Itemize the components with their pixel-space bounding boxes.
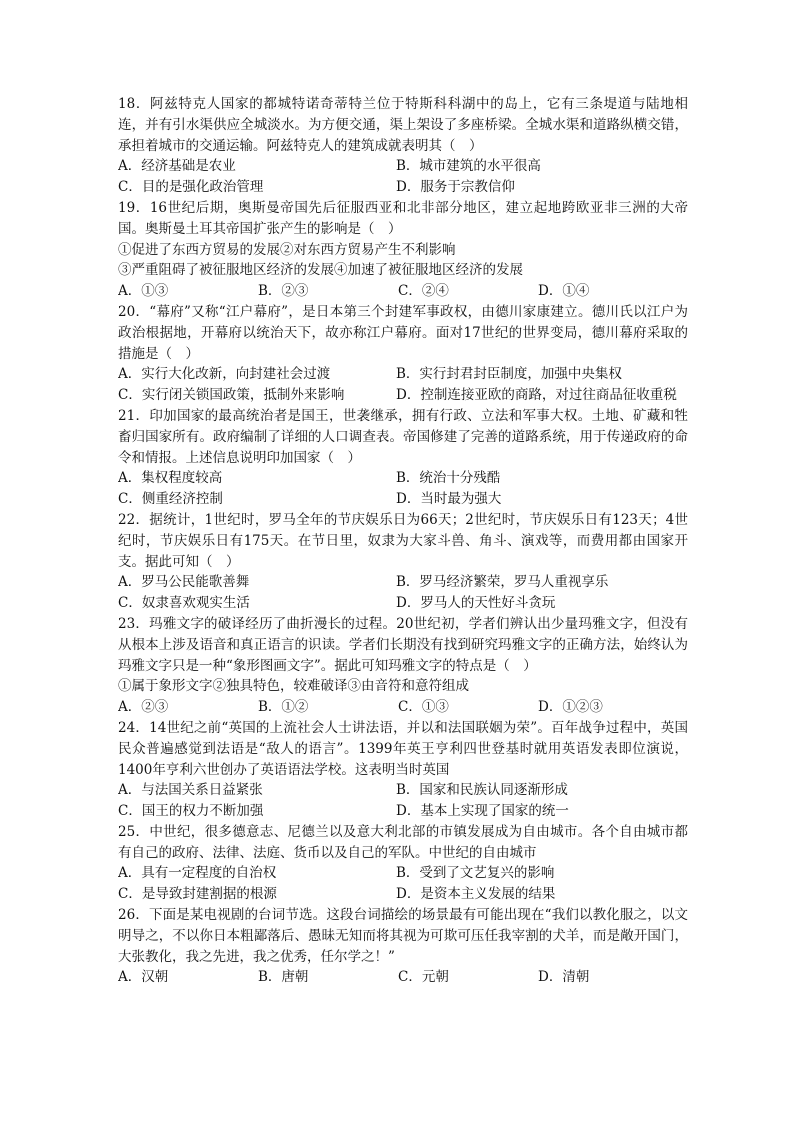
answer-options — [118, 967, 688, 988]
answer-option-b[interactable]: B．实行封君封臣制度，加强中央集权 — [396, 366, 622, 383]
answer-options — [118, 863, 688, 905]
answer-option-d[interactable]: D．①②③ — [538, 699, 603, 716]
answer-option-b[interactable]: B．唐朝 — [258, 969, 309, 986]
question-20 — [118, 302, 688, 406]
question-stem: 21．印加国家的最高统治者是国王，世袭继承，拥有行政、立法和军事大权。土地、矿藏和牲畜归国家所有。政府编制了详细的人口调查表。帝国修建了完善的道路系统，用于传递政府的命令和情报。上述信息说明印加国家（ ） — [118, 407, 688, 466]
answer-option-c[interactable]: C．元朝 — [398, 969, 449, 986]
question-26 — [118, 905, 688, 988]
answer-option-b[interactable]: B．受到了文艺复兴的影响 — [396, 865, 555, 882]
answer-option-b[interactable]: B．统治十分残酷 — [396, 470, 501, 487]
question-24 — [118, 718, 688, 822]
question-21 — [118, 406, 688, 510]
answer-options — [118, 697, 688, 718]
answer-option-c[interactable]: C．①③ — [398, 699, 449, 716]
answer-option-a[interactable]: A．①③ — [118, 283, 169, 300]
answer-option-c[interactable]: C．侧重经济控制 — [118, 491, 223, 508]
question-stem: 23．玛雅文字的破译经历了曲折漫长的过程。20世纪初，学者们辨认出少量玛雅文字，但没有从根本上涉及语音和真正语言的识读。学者们长期没有找到研究玛雅文字的正确方法，始终认为玛雅文字只是一种“象形图画文字”。据此可知玛雅文字的特点是（ ） — [118, 615, 688, 674]
answer-option-d[interactable]: D．罗马人的天性好斗贪玩 — [396, 595, 556, 612]
answer-options — [118, 281, 688, 302]
answer-option-d[interactable]: D．服务于宗教信仰 — [396, 179, 515, 196]
answer-option-a[interactable]: A．实行大化改新，向封建社会过渡 — [118, 366, 331, 383]
answer-option-d[interactable]: D．清朝 — [538, 969, 590, 986]
answer-options — [118, 780, 688, 822]
answer-option-c[interactable]: C．国王的权力不断加强 — [118, 803, 264, 820]
answer-option-a[interactable]: A．与法国关系日益紧张 — [118, 782, 263, 799]
question-stem: 24．14世纪之前“英国的上流社会人士讲法语，并以和法国联姻为荣”。百年战争过程中，英国民众普遍感觉到法语是“敌人的语言”。1399年英王亨利四世登基时就用英语发表即位演说，1400年亨利六世创办了英语语法学校。这表明当时英国 — [118, 719, 688, 778]
question-25 — [118, 822, 688, 905]
answer-option-c[interactable]: C．目的是强化政治管理 — [118, 179, 264, 196]
answer-option-a[interactable]: A．②③ — [118, 699, 169, 716]
question-statements: ③严重阻碍了被征服地区经济的发展④加速了被征服地区经济的发展 — [118, 262, 523, 279]
answer-option-c[interactable]: C．奴隶喜欢观实生活 — [118, 595, 250, 612]
question-22 — [118, 510, 688, 614]
answer-option-c[interactable]: C．实行闭关锁国政策，抵制外来影响 — [118, 387, 345, 404]
answer-options — [118, 364, 688, 406]
answer-options — [118, 572, 688, 614]
question-19 — [118, 198, 688, 302]
answer-option-d[interactable]: D．是资本主义发展的结果 — [396, 886, 556, 903]
answer-option-c[interactable]: C．②④ — [398, 283, 449, 300]
answer-option-b[interactable]: B．城市建筑的水平很高 — [396, 158, 541, 175]
answer-option-d[interactable]: D．基本上实现了国家的统一 — [396, 803, 569, 820]
question-stem: 26．下面是某电视剧的台词节选。这段台词描绘的场景最有可能出现在“我们以教化服之，以文明导之，不以你日本粗鄙落后、愚昧无知而将其视为可欺可压任我宰割的犬羊，而是敞开国门，大张教化，我之先进，我之优秀，任尔学之！” — [118, 907, 688, 965]
question-stem: 22．据统计，1世纪时，罗马全年的节庆娱乐日为66天；2世纪时，节庆娱乐日有123天；4世纪时，节庆娱乐日有175天。在节日里，奴隶为大家斗兽、角斗、演戏等，而费用都由国家开支。据此可知（ ） — [118, 511, 688, 570]
answer-option-b[interactable]: B．罗马经济繁荣，罗马人重视享乐 — [396, 574, 609, 591]
question-stem: 19．16世纪后期，奥斯曼帝国先后征服西亚和北非部分地区，建立起地跨欧亚非三洲的大帝国。奥斯曼土耳其帝国扩张产生的影响是（ ） — [118, 199, 688, 237]
answer-option-c[interactable]: C．是导致封建割据的根源 — [118, 886, 277, 903]
answer-option-b[interactable]: B．①② — [258, 699, 309, 716]
answer-option-b[interactable]: B．②③ — [258, 283, 309, 300]
question-23 — [118, 614, 688, 718]
question-statements: ①属于象形文字②独具特色，较难破译③由音符和意符组成 — [118, 678, 469, 695]
question-stem: 25．中世纪，很多德意志、尼德兰以及意大利北部的市镇发展成为自由城市。各个自由城市都有自己的政府、法律、法庭、货币以及自己的军队。中世纪的自由城市 — [118, 823, 688, 861]
answer-option-a[interactable]: A．汉朝 — [118, 969, 169, 986]
answer-option-d[interactable]: D．①④ — [538, 283, 590, 300]
answer-option-d[interactable]: D．当时最为强大 — [396, 491, 502, 508]
answer-option-d[interactable]: D．控制连接亚欧的商路，对过往商品征收重税 — [396, 387, 677, 404]
answer-option-a[interactable]: A．罗马公民能歌善舞 — [118, 574, 250, 591]
question-stem: 20．“幕府”又称“江户幕府”，是日本第三个封建军事政权，由德川家康建立。德川氏以江户为政治根据地，开幕府以统治天下，故亦称江户幕府。面对17世纪的世界变局，德川幕府采取的措施是（ ） — [118, 303, 688, 362]
exam-page — [118, 94, 688, 988]
answer-option-a[interactable]: A．集权程度较高 — [118, 470, 223, 487]
question-statements: ①促进了东西方贸易的发展②对东西方贸易产生不利影响 — [118, 241, 456, 258]
question-stem: 18．阿兹特克人国家的都城特诺奇蒂特兰位于特斯科科湖中的岛上，它有三条堤道与陆地相连，并有引水渠供应全城淡水。为方便交通，渠上架设了多座桥梁。全城水渠和道路纵横交错，承担着城市的交通运输。阿兹特克人的建筑成就表明其（ ） — [118, 96, 688, 154]
question-18 — [118, 94, 688, 198]
answer-options — [118, 468, 688, 510]
answer-options — [118, 156, 688, 198]
answer-option-a[interactable]: A．具有一定程度的自治权 — [118, 865, 277, 882]
answer-option-b[interactable]: B．国家和民族认同逐渐形成 — [396, 782, 568, 799]
answer-option-a[interactable]: A．经济基础是农业 — [118, 158, 236, 175]
